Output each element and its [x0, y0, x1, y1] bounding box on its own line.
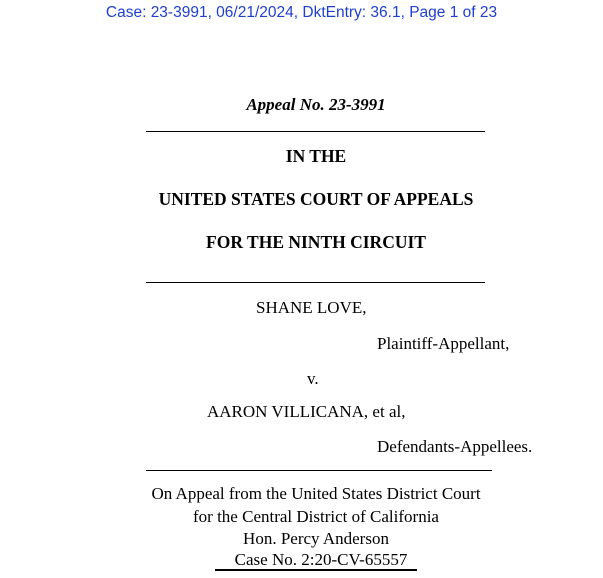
court-line-court-name: UNITED STATES COURT OF APPEALS [158, 189, 474, 209]
origin-judge: Hon. Percy Anderson [243, 529, 389, 548]
court-line-in-the: IN THE [285, 146, 347, 166]
appeal-number: Appeal No. 23-3991 [246, 95, 386, 114]
origin-line-1: On Appeal from the United States District Court [151, 484, 481, 503]
docket-header-stamp: Case: 23-3991, 06/21/2024, DktEntry: 36.1, Page 1 of 23 [105, 4, 498, 21]
court-line-circuit: FOR THE NINTH CIRCUIT [206, 232, 426, 252]
divider-bottom [146, 470, 492, 471]
plaintiff-name: SHANE LOVE, [256, 298, 367, 317]
origin-line-2: for the Central District of California [193, 507, 439, 526]
defendant-role: Defendants-Appellees. [377, 437, 533, 456]
divider-top [146, 131, 485, 132]
origin-case-number: Case No. 2:20-CV-65557 [215, 550, 418, 571]
versus: v. [307, 369, 319, 388]
divider-middle [146, 282, 485, 283]
plaintiff-role: Plaintiff-Appellant, [377, 334, 510, 353]
origin-case-number-row [0, 550, 603, 570]
defendant-name: AARON VILLICANA, et al, [207, 402, 406, 421]
